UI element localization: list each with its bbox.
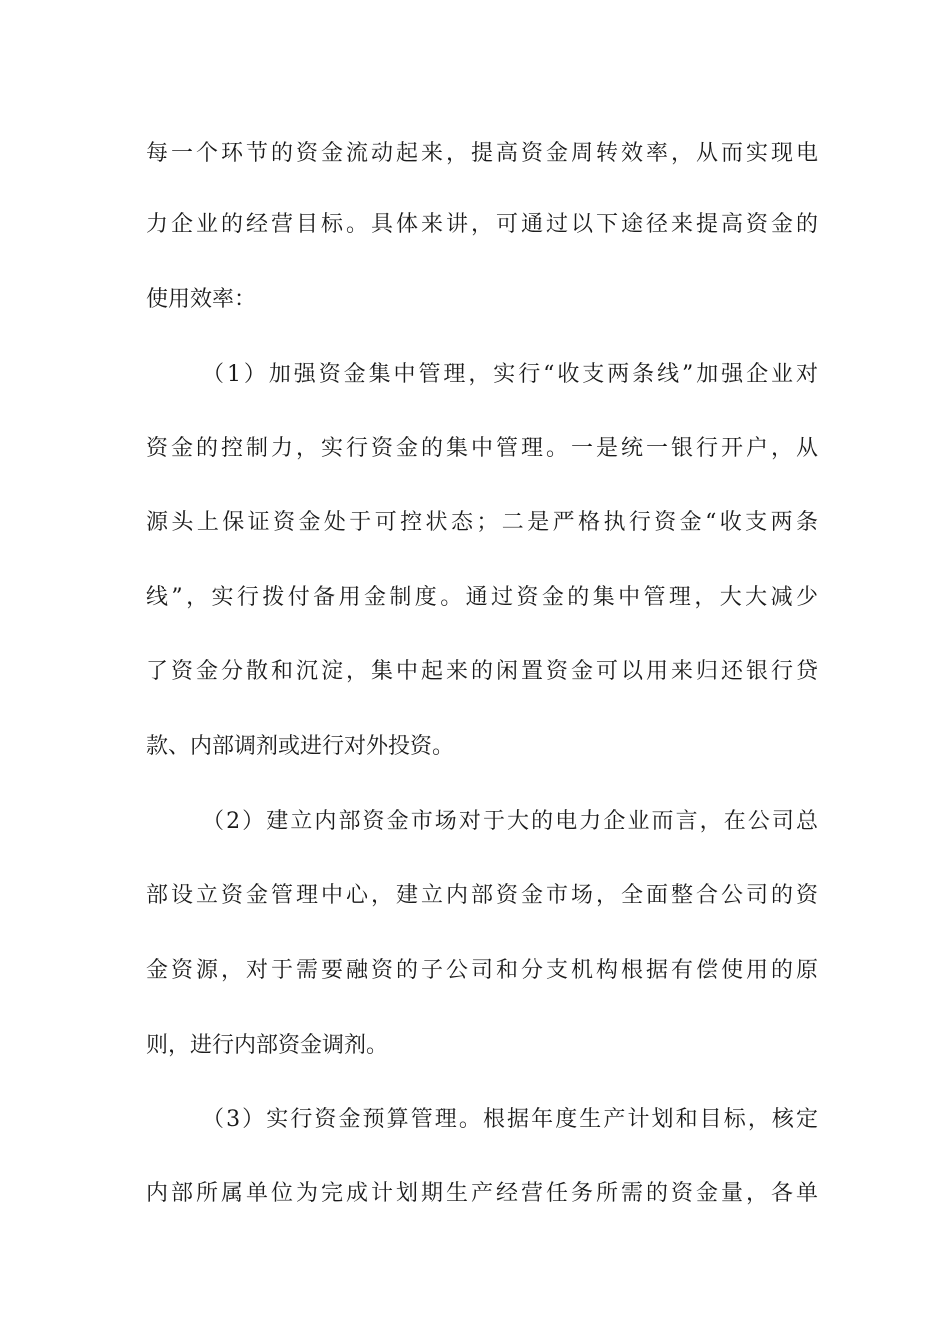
text-line: 使用效率： (146, 287, 257, 312)
text-line: 款、内部调剂或进行对外投资。 (146, 734, 455, 759)
text-line: 了资金分散和沉淀，集中起来的闲置资金可以用来归还银行贷 (146, 659, 818, 684)
text-line: 则，进行内部资金调剂。 (146, 1033, 389, 1058)
text-line: 资金的控制力，实行资金的集中管理。一是统一银行开户，从 (146, 436, 818, 461)
text-line: 力企业的经营目标。具体来讲，可通过以下途径来提高资金的 (146, 212, 818, 237)
text-line: 金资源，对于需要融资的子公司和分支机构根据有偿使用的原 (146, 958, 818, 983)
text-line: （1）加强资金集中管理，实行“收支两条线”加强企业对 (202, 362, 818, 387)
text-line: 线”，实行拨付备用金制度。通过资金的集中管理，大大减少 (146, 585, 818, 610)
text-line: 每一个环节的资金流动起来，提高资金周转效率，从而实现电 (146, 141, 818, 166)
text-line: （2）建立内部资金市场对于大的电力企业而言，在公司总 (202, 809, 818, 834)
text-line: （3）实行资金预算管理。根据年度生产计划和目标，核定 (202, 1107, 818, 1132)
text-line: 源头上保证资金处于可控状态；二是严格执行资金“收支两条 (146, 510, 818, 535)
text-line: 内部所属单位为完成计划期生产经营任务所需的资金量，各单 (146, 1181, 818, 1206)
text-line: 部设立资金管理中心，建立内部资金市场，全面整合公司的资 (146, 883, 818, 908)
